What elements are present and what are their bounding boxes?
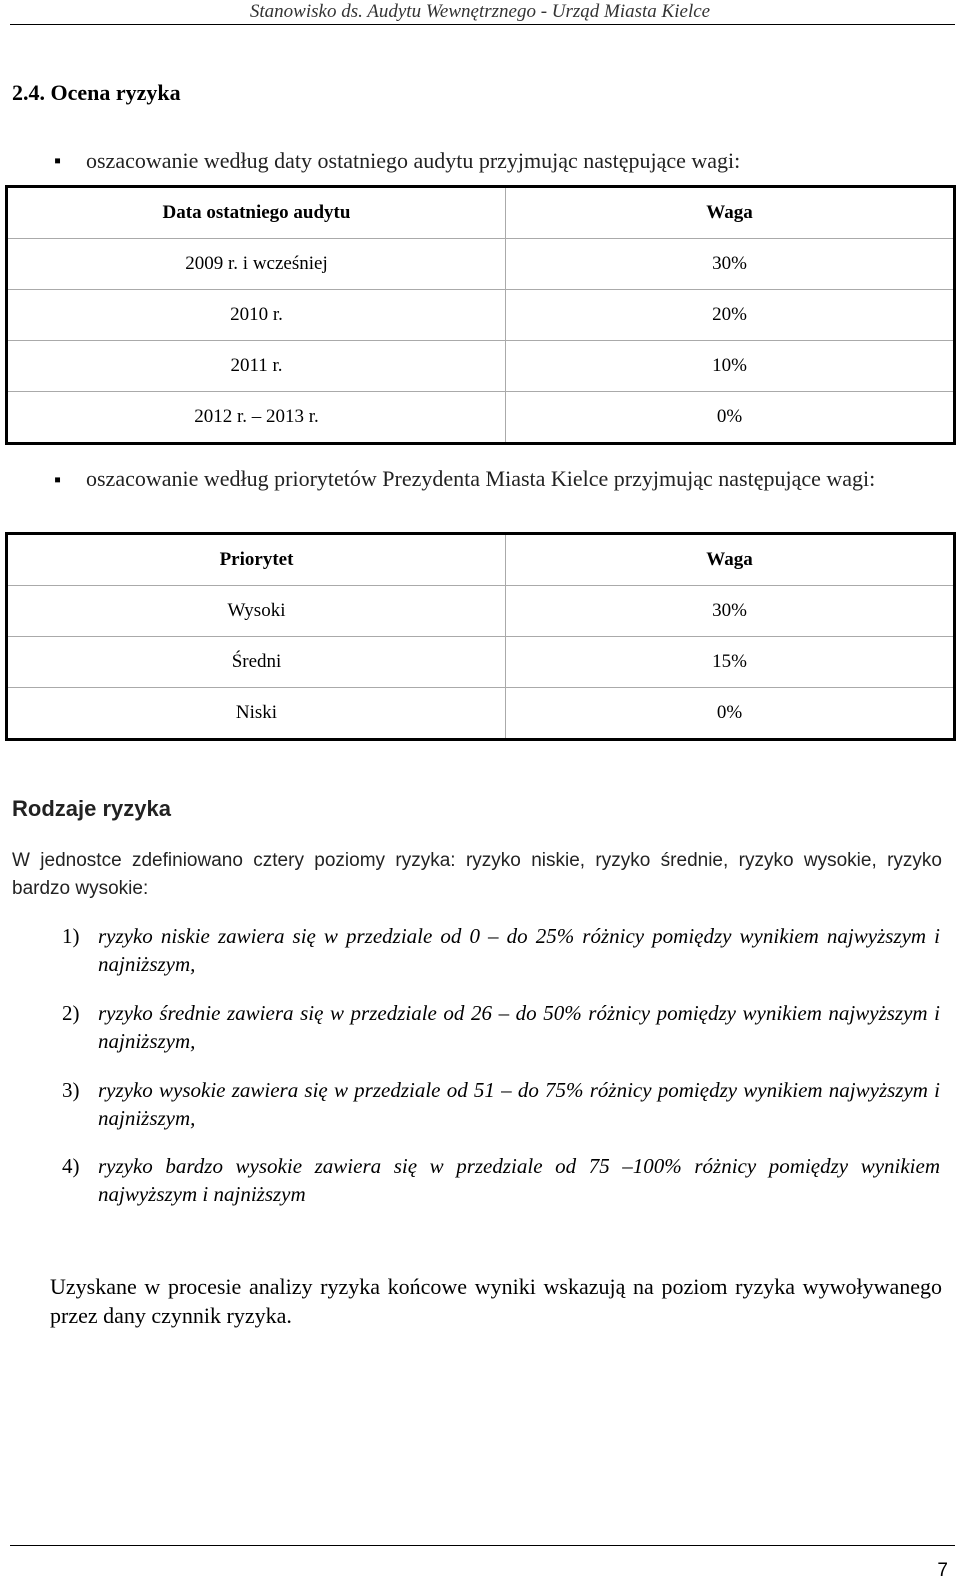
risk-types-intro: W jednostce zdefiniowano cztery poziomy ryzyka: ryzyko niskie, ryzyko średnie, ryzyko wysokie, ryzyko bardzo wysokie:: [12, 850, 942, 899]
table-row: [7, 290, 955, 341]
table-cell: 15%: [506, 637, 955, 688]
column-header: Waga: [506, 187, 955, 239]
table-cell: 2009 r. i wcześniej: [7, 239, 506, 290]
table-cell: Niski: [7, 688, 506, 740]
table-row: [7, 586, 955, 637]
priority-weights-table: [5, 532, 956, 741]
table-cell: Wysoki: [7, 586, 506, 637]
table-cell: Średni: [7, 637, 506, 688]
table-cell: 2012 r. – 2013 r.: [7, 392, 506, 444]
list-item-text: ryzyko bardzo wysokie zawiera się w przedziale od 75 –100% różnicy pomiędzy wynikiem najwyższym i najniższym: [98, 1154, 940, 1206]
table-row: [7, 392, 955, 444]
list-item-number: 2): [62, 1001, 80, 1025]
table-cell: 0%: [506, 392, 955, 444]
table-cell: 20%: [506, 290, 955, 341]
table-header-row: [7, 534, 955, 586]
list-item-number: 3): [62, 1078, 80, 1102]
list-item-number: 1): [62, 924, 80, 948]
bullet-icon: ▪: [54, 150, 62, 172]
section-title: 2.4. Ocena ryzyka: [12, 80, 181, 105]
header-text: Stanowisko ds. Audytu Wewnętrznego - Urząd Miasta Kielce: [249, 1, 711, 22]
table-row: [7, 688, 955, 740]
column-header: Data ostatniego audytu: [7, 187, 506, 239]
list-item-number: 4): [62, 1154, 80, 1178]
criterion-2-text: oszacowanie według priorytetów Prezydenta Miasta Kielce przyjmując następujące wagi:: [86, 466, 876, 491]
table-cell: 2011 r.: [7, 341, 506, 392]
table-cell: 10%: [506, 341, 955, 392]
table-cell: 2010 r.: [7, 290, 506, 341]
page-number: 7: [937, 1560, 948, 1581]
table-row: [7, 239, 955, 290]
table-cell: 30%: [506, 586, 955, 637]
table-row: [7, 341, 955, 392]
column-header: Waga: [506, 534, 955, 586]
conclusion-paragraph: Uzyskane w procesie analizy ryzyka końcowe wyniki wskazują na poziom ryzyka wywoływanego przez dany czynnik ryzyka.: [50, 1274, 942, 1328]
criterion-1-text: oszacowanie według daty ostatniego audytu przyjmując następujące wagi:: [86, 148, 741, 173]
table-header-row: [7, 187, 955, 239]
list-item-text: ryzyko niskie zawiera się w przedziale od 0 – do 25% różnicy pomiędzy wynikiem najwyższym i najniższym,: [98, 924, 940, 976]
table-row: [7, 637, 955, 688]
table-cell: 30%: [506, 239, 955, 290]
footer-rule: [10, 1545, 955, 1546]
bullet-icon: ▪: [54, 469, 62, 491]
header-rule: [10, 24, 955, 25]
page-header: [0, 0, 960, 26]
risk-types-title: Rodzaje ryzyka: [12, 796, 171, 821]
audit-date-weights-table: [5, 185, 956, 445]
list-item-text: ryzyko wysokie zawiera się w przedziale od 51 – do 75% różnicy pomiędzy wynikiem najwyższym i najniższym,: [98, 1078, 940, 1130]
table-cell: 0%: [506, 688, 955, 740]
column-header: Priorytet: [7, 534, 506, 586]
list-item-text: ryzyko średnie zawiera się w przedziale od 26 – do 50% różnicy pomiędzy wynikiem najwyższym i najniższym,: [98, 1001, 940, 1053]
